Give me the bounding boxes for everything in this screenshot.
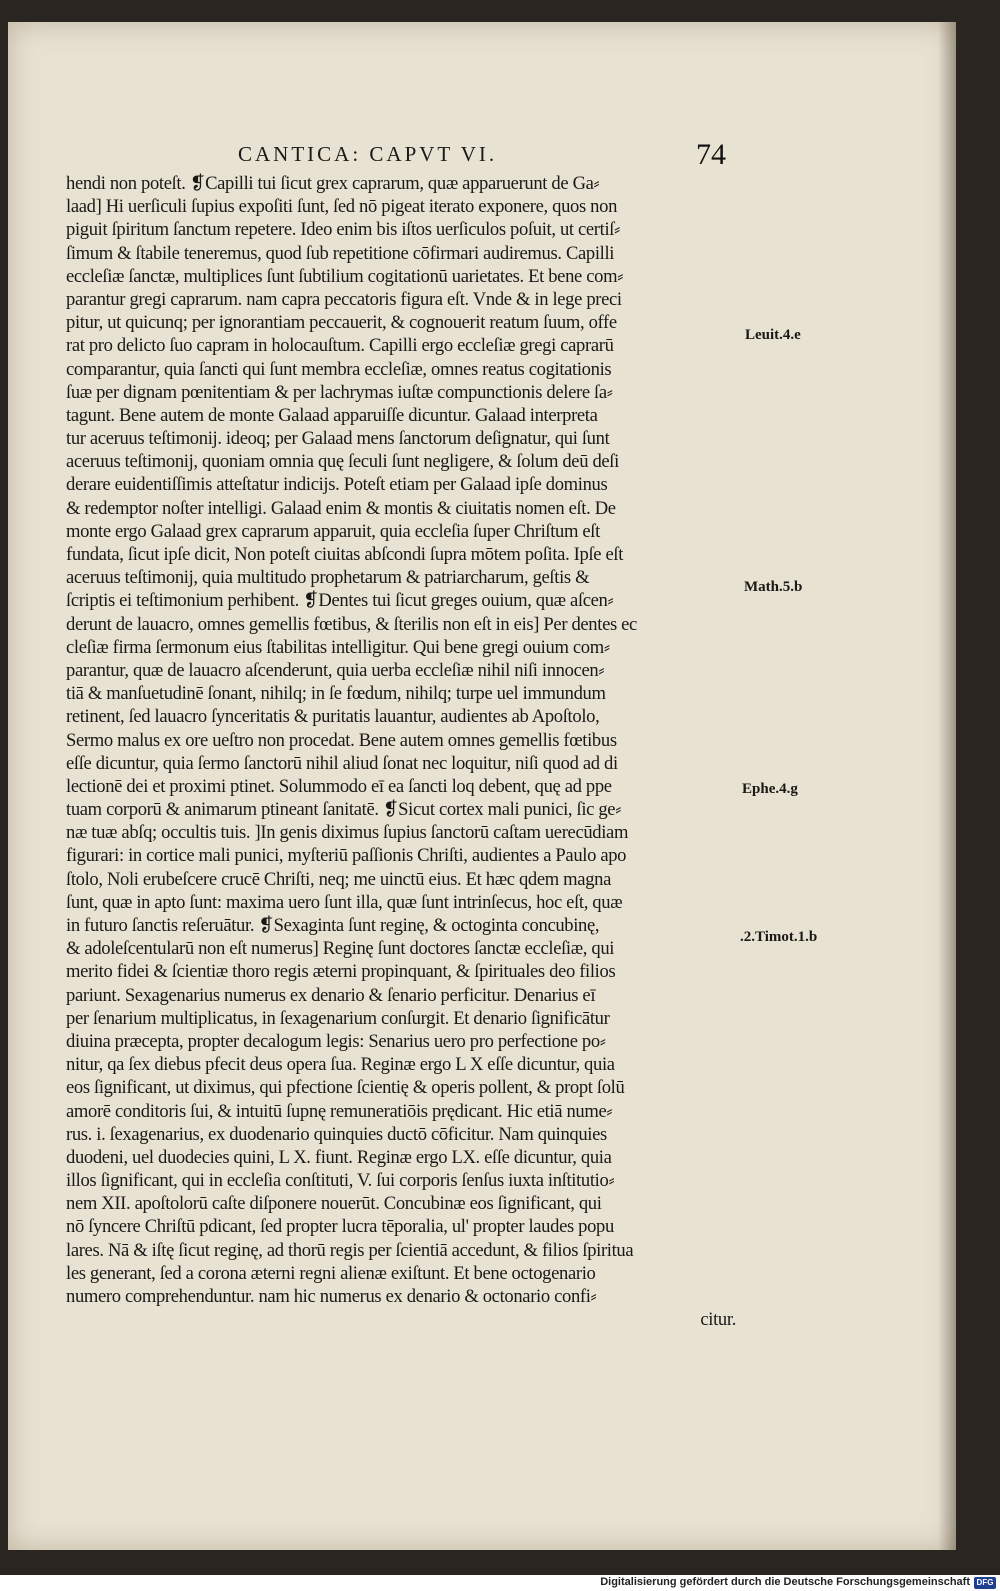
text-line: aceruus teſtimonij, quoniam omnia quę ſeculi ſunt negligere, & ſolum deū deſi xyxy=(66,451,619,473)
text-line: nō ſyncere Chriſtū pdicant, ſed propter lucra tēporalia, ul' propter laudes popu xyxy=(66,1216,614,1238)
text-line: diuina præcepta, propter decalogum legis: Senarius uero pro perfectione po⸗ xyxy=(66,1030,606,1052)
text-line: les generant, ſed a corona æterni regni alienæ exiſtunt. Et bene octogenario xyxy=(66,1262,596,1284)
funding-credit: Digitalisierung gefördert durch die Deutsche Forschungsgemeinschaft xyxy=(600,1576,970,1588)
text-line: & redemptor noſter intelligi. Galaad enim & montis & ciuitatis nomen eſt. De xyxy=(66,497,616,519)
text-line: illos ſignificant, qui in eccleſia conſtituti, V. ſui corporis ſenſus iuxta inſtitutio⸗ xyxy=(66,1170,615,1192)
page-number: 74 xyxy=(696,138,726,171)
margin-note: Leuit.4.e xyxy=(745,327,801,343)
text-line: citur. xyxy=(700,1309,736,1331)
margin-note: Ephe.4.g xyxy=(742,781,798,797)
text-line: fundata, ſicut ipſe dicit, Non poteſt ciuitas abſcondi ſupra mōtem poſita. Ipſe eſt xyxy=(66,544,624,565)
text-line: næ tuæ abſq; occultis tuis. ]In genis diximus ſupius ſanctorū caſtam uerecūdiam xyxy=(66,822,629,844)
running-head: CANTICA: CAPVT VI. xyxy=(238,142,498,166)
text-line: parantur gregi caprarum. nam capra peccatoris figura eſt. Vnde & in lege preci xyxy=(66,288,622,310)
digitization-footer xyxy=(0,1575,1000,1591)
text-line: eos ſignificant, ut diximus, qui pfectione ſcientię & operis pollent, & propt ſolū xyxy=(66,1077,625,1099)
text-line: tuam corporū & animarum ptineant ſanitatē. ❡Sicut cortex mali punici, ſic ge⸗ xyxy=(66,799,622,821)
text-line: amorē conditoris ſui, & intuitū ſupnę remuneratiōis prędicant. Hic etiā nume⸗ xyxy=(66,1100,613,1122)
text-line: ſimum & ſtabile teneremus, quod ſub repetitione cōfirmari audiremus. Capilli xyxy=(66,242,615,264)
text-line: hendi non poteſt. ❡Capilli tui ſicut grex caprarum, quæ apparuerunt de Ga⸗ xyxy=(66,173,600,194)
text-block xyxy=(66,172,736,1331)
text-line: cleſiæ firma ſermonum eius ſtabilitas intelligitur. Qui bene gregi ouium com⸗ xyxy=(66,636,610,658)
text-line: figurari: in cortice mali punici, myſteriū paſſionis Chriſti, audientes a Paulo apo xyxy=(66,845,627,867)
margin-note: .2.Timot.1.b xyxy=(740,929,818,945)
text-line: comparantur, quia ſancti qui ſunt membra eccleſiæ, omnes reatus cogitationis xyxy=(66,358,612,380)
text-line: retinent, ſed lauacro ſynceritatis & puritatis lauantur, audientes ab Apoſtolo, xyxy=(66,706,600,728)
text-line: lectionē dei et proximi ptinet. Solummodo eī ea ſancti loq debent, quę ad ppe xyxy=(66,775,612,797)
text-line: per ſenarium multiplicatus, in ſexagenarium conſurgit. Et denario ſignificātur xyxy=(66,1007,610,1029)
text-line: pitur, ut quicunq; per ignorantiam peccauerit, & cognouerit reatum ſuum, offe xyxy=(66,312,617,334)
text-line: nem XII. apoſtolorū caſte diſponere nouerūt. Concubinæ eos ſignificant, qui xyxy=(66,1193,602,1215)
text-line: tagunt. Bene autem de monte Galaad apparuiſſe dicuntur. Galaad interpreta xyxy=(66,404,598,426)
text-line: rus. i. ſexagenarius, ex duodenario quinquies ductō cōficitur. Nam quinquies xyxy=(66,1123,607,1145)
text-line: & adoleſcentularū non eſt numerus] Reginę ſunt doctores ſanctæ eccleſiæ, qui xyxy=(66,938,615,960)
text-line: piguit ſpiritum ſanctum repetere. Ideo enim bis iſtos uerſiculos poſuit, ut certiſ⸗ xyxy=(66,219,620,241)
dfg-logo: DFG xyxy=(974,1577,996,1589)
text-line: Sermo malus ex ore ueſtro non procedat. Bene autem omnes gemellis fœtibus xyxy=(66,729,617,751)
text-line: derunt de lauacro, omnes gemellis fœtibus, & ſterilis non eſt in eis] Per dentes ec xyxy=(66,613,637,635)
text-line: derare euidentiſſimis atteſtatur indicijs. Poteſt etiam per Galaad ipſe dominus xyxy=(66,474,608,496)
text-line: ſuæ per dignam pœnitentiam & per lachrymas iuſtæ compunctionis delere ſa⸗ xyxy=(66,381,613,403)
text-line: eccleſiæ ſanctæ, multiplices ſunt ſubtilium cogitationū uarietates. Et bene com⸗ xyxy=(66,265,624,287)
text-line: parantur, quæ de lauacro aſcenderunt, quia uerba eccleſiæ nihil niſi innocen⸗ xyxy=(66,659,605,681)
text-line: ſunt, quæ in apto ſunt: maxima uero ſunt illa, quæ ſunt intrinſecus, hoc eſt, quæ xyxy=(66,891,623,913)
text-line: tur aceruus teſtimonij. ideoq; per Galaad mens ſanctorum deſignatur, qui ſunt xyxy=(66,428,610,450)
text-line: laad] Hi uerſiculi ſupius expoſiti ſunt, ſed nō pigeat iterato exponere, quos non xyxy=(66,196,618,218)
text-line: aceruus teſtimonij, quia multitudo prophetarum & patriarcharum, geſtis & xyxy=(66,567,590,589)
margin-note: Math.5.b xyxy=(744,579,803,595)
text-line: lares. Nā & iſtę ſicut reginę, ad thorū regis per ſcientiā accedunt, & filios ſpiritua xyxy=(66,1239,634,1261)
text-line: numero comprehenduntur. nam hic numerus ex denario & octonario confi⸗ xyxy=(66,1286,597,1307)
text-line: monte ergo Galaad grex caprarum apparuit, quia eccleſia ſuper Chriſtum eſt xyxy=(66,520,600,542)
text-line: nitur, qa ſex diebus pfecit deus opera ſua. Reginæ ergo L X eſſe dicuntur, quia xyxy=(66,1054,615,1076)
text-line: ſtolo, Noli erubeſcere crucē Chriſti, neq; me uinctū eius. Et hæc qdem magna xyxy=(66,868,611,890)
text-line: duodeni, uel duodecies quini, L X. fiunt. Reginæ ergo LX. eſſe dicuntur, quia xyxy=(66,1146,612,1168)
text-line: ſcriptis ei teſtimonium perhibent. ❡Dentes tui ſicut greges ouium, quæ aſcen⸗ xyxy=(66,590,614,612)
text-line: merito fidei & ſcientiæ thoro regis æterni propinquant, & ſpirituales deo filios xyxy=(66,961,616,983)
text-line: tiā & manſuetudinē ſonant, nihilq; in ſe fœdum, nihilq; turpe uel immundum xyxy=(66,683,606,705)
text-line: eſſe dicuntur, quia ſermo ſanctorū nihil aliud ſonat nec loquitur, niſi quod ad di xyxy=(66,752,618,774)
text-line: pariunt. Sexagenarius numerus ex denario & ſenario perficitur. Denarius eī xyxy=(66,984,596,1006)
book-page xyxy=(8,22,956,1550)
text-line: rat pro delicto ſuo capram in holocauſtum. Capilli ergo eccleſiæ gregi caprarū xyxy=(66,335,614,357)
text-line: in futuro ſanctis reſeruātur. ❡Sexaginta ſunt reginę, & octoginta concubinę, xyxy=(66,915,600,936)
